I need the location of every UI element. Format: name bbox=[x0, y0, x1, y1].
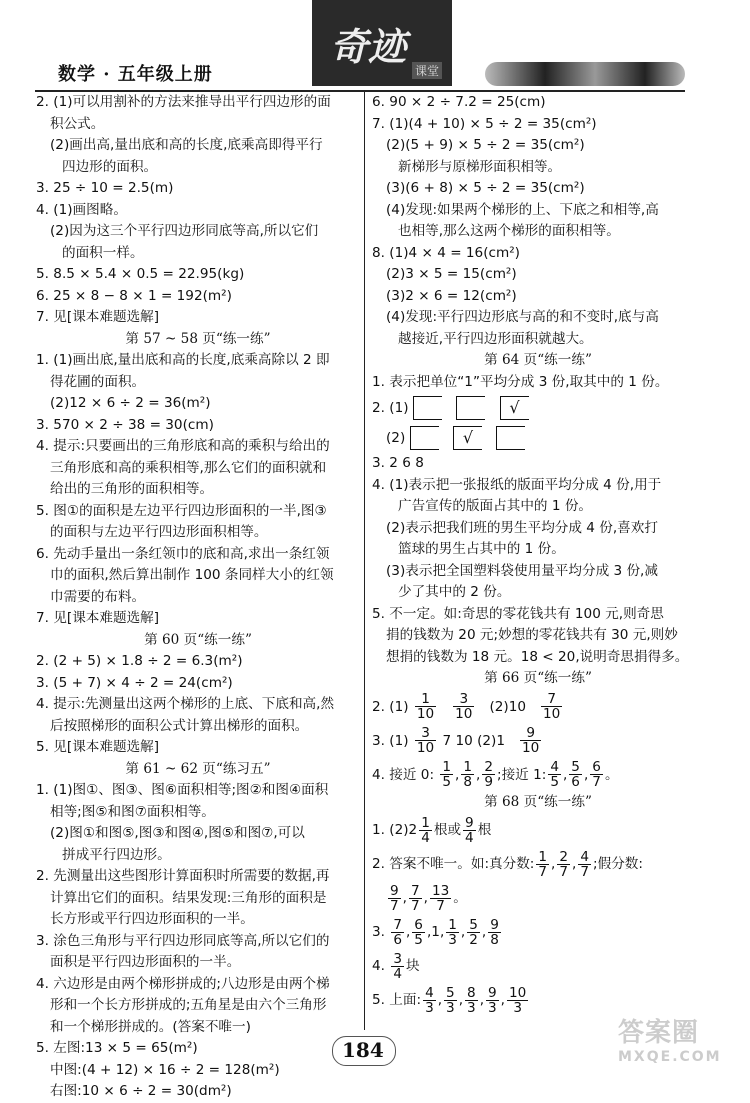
fraction bbox=[520, 726, 541, 755]
denominator: 3 bbox=[488, 999, 497, 1016]
denominator: 10 bbox=[542, 706, 561, 722]
fraction-answer-line bbox=[372, 847, 704, 881]
fraction-box-row bbox=[372, 423, 704, 453]
section-heading: 第 64 页“练一练” bbox=[484, 352, 592, 368]
answer-label: 3. bbox=[372, 924, 385, 940]
answer-line: 捐的钱数为 20 元;妙想的零花钱共有 30 元,则妙 bbox=[386, 627, 678, 643]
answer-label: (2) bbox=[489, 698, 509, 715]
separator: , bbox=[572, 856, 577, 872]
answer-line: (2)3 × 5 = 15(cm²) bbox=[386, 266, 517, 282]
series-logo bbox=[312, 0, 452, 86]
answer-line: 4. 提示:先测量出这两个梯形的上底、下底和高,然 bbox=[36, 696, 335, 712]
answer-line: 5. 8.5 × 5.4 × 0.5 = 22.95(kg) bbox=[36, 266, 245, 282]
separator: , bbox=[439, 924, 445, 940]
separator: , bbox=[481, 924, 487, 940]
fraction bbox=[388, 884, 401, 913]
answer-line: 3. 涂色三角形与平行四边形同底等高,所以它们的 bbox=[36, 932, 330, 949]
answer-label: 4. 接近 0: bbox=[372, 766, 435, 783]
answer-line: 3. 570 × 2 ÷ 38 = 30(cm) bbox=[36, 416, 214, 433]
answer-line: 后按照梯形的面积公式计算出梯形的面积。 bbox=[50, 717, 309, 734]
fraction bbox=[488, 918, 501, 947]
denominator: 7 bbox=[580, 863, 590, 880]
fraction bbox=[423, 986, 436, 1015]
numerator: 9 bbox=[490, 916, 499, 933]
denominator: 2 bbox=[469, 931, 478, 948]
answer-line: (3)表示把全国塑料袋使用量平均分成 3 份,减 bbox=[386, 562, 658, 579]
denominator: 5 bbox=[414, 931, 423, 948]
numerator: 3 bbox=[393, 950, 402, 967]
answer-box bbox=[410, 426, 439, 450]
answer-line: 给出的三角形的面积相等。 bbox=[50, 481, 214, 497]
column-divider bbox=[364, 92, 365, 1030]
answer-line: 相等;图⑤和图⑦面积相等。 bbox=[50, 803, 215, 820]
answer-line: 得花圃的面积。 bbox=[50, 373, 146, 390]
fraction-answer-line bbox=[372, 724, 704, 758]
section-heading: 第 57 ~ 58 页“练一练” bbox=[125, 330, 271, 347]
denominator: 5 bbox=[442, 774, 452, 790]
answer-line: 6. 先动手量出一条红领巾的底和高,求出一条红领 bbox=[36, 545, 330, 562]
answer-label: 块 bbox=[405, 958, 420, 974]
answer-box bbox=[456, 396, 485, 420]
answer-line: 4. 六边形是由两个梯形拼成的;八边形是由两个梯 bbox=[36, 975, 330, 992]
denominator: 4 bbox=[465, 829, 474, 846]
numerator: 7 bbox=[393, 916, 402, 933]
watermark-title: 答案圈 bbox=[618, 1018, 700, 1048]
fraction bbox=[453, 692, 474, 721]
answer-label: 1. (2)2 bbox=[372, 822, 418, 838]
answer-line: 四边形的面积。 bbox=[62, 158, 158, 175]
denominator: 10 bbox=[455, 706, 473, 722]
answer-label: ;接近 1: bbox=[496, 766, 547, 783]
answer-line: 计算出它们的面积。结果发现:三角形的面积是 bbox=[50, 889, 327, 906]
fraction bbox=[415, 726, 436, 755]
answer-line: 三角形底和高的乘积相等,那么它们的面积就和 bbox=[50, 459, 327, 476]
fraction bbox=[461, 760, 474, 789]
answer-label: 4. bbox=[372, 958, 385, 974]
fraction bbox=[446, 918, 459, 947]
numerator: 1 bbox=[538, 848, 548, 865]
answer-line: 的面积一样。 bbox=[62, 244, 144, 261]
answer-line: (3)(6 + 8) × 5 ÷ 2 = 35(cm²) bbox=[386, 180, 585, 196]
fraction bbox=[541, 692, 562, 721]
answer-label: 3. (1) bbox=[372, 732, 409, 749]
numerator: 3 bbox=[453, 692, 474, 707]
numerator: 4 bbox=[580, 848, 590, 865]
numerator: 6 bbox=[592, 759, 601, 775]
answer-label: 5. 上面: bbox=[372, 992, 422, 1008]
answer-label: 1 bbox=[496, 732, 506, 749]
answer-line: 形和一个长方形拼成的;五角星是由六个三角形 bbox=[50, 997, 327, 1013]
answer-line: 新梯形与原梯形面积相等。 bbox=[398, 158, 562, 175]
answer-box bbox=[413, 396, 442, 420]
numerator: 9 bbox=[520, 726, 541, 741]
numerator: 9 bbox=[488, 984, 497, 1001]
answer-line: 和一个梯形拼成的。(答案不唯一) bbox=[50, 1018, 251, 1035]
fraction bbox=[412, 918, 425, 947]
fraction-answer-line bbox=[372, 690, 704, 724]
answer-line: 右图:10 × 6 ÷ 2 = 30(dm²) bbox=[50, 1083, 232, 1099]
denominator: 3 bbox=[448, 931, 457, 948]
separator: , bbox=[583, 766, 589, 783]
book-title: 数学 · 五年级上册 bbox=[58, 64, 213, 85]
fraction bbox=[409, 884, 422, 913]
answer-line: 想捐的钱数为 18 元。18 < 20,说明奇思捐得多。 bbox=[386, 648, 689, 665]
denominator: 7 bbox=[559, 863, 569, 880]
answer-label: 根或 bbox=[433, 822, 462, 838]
answer-line: 4. (1)画图略。 bbox=[36, 201, 127, 218]
section-heading: 第 61 ~ 62 页“练习五” bbox=[125, 760, 271, 777]
answer-line: 5. 图①的面积是左边平行四边形面积的一半,图③ bbox=[36, 502, 327, 519]
answer-line: (2)图①和图⑤,图③和图④,图⑤和图⑦,可以 bbox=[50, 825, 305, 841]
denominator: 4 bbox=[393, 965, 402, 982]
answer-label: 7 10 (2) bbox=[442, 732, 497, 749]
numerator: 3 bbox=[415, 726, 436, 741]
answer-label: 2. 答案不唯一。如:真分数: bbox=[372, 856, 535, 872]
denominator: 4 bbox=[421, 829, 430, 846]
answer-line: 长方形或平行四边形面积的一半。 bbox=[50, 911, 254, 927]
page-number: 184 bbox=[342, 1038, 384, 1062]
answer-line: 3. 25 ÷ 10 = 2.5(m) bbox=[36, 180, 174, 196]
numerator: 1 bbox=[448, 916, 457, 933]
watermark-url: MXQE.COM bbox=[618, 1049, 722, 1065]
answer-line: (2)因为这三个平行四边形同底等高,所以它们 bbox=[50, 223, 319, 239]
separator: 。 bbox=[604, 766, 619, 783]
numerator: 5 bbox=[446, 984, 455, 1001]
page-header bbox=[0, 0, 750, 92]
numerator: 1 bbox=[463, 759, 472, 775]
separator: , bbox=[479, 992, 485, 1008]
decorative-wave bbox=[485, 62, 685, 86]
denominator: 6 bbox=[571, 774, 580, 790]
answer-line: (2)12 × 6 ÷ 2 = 36(m²) bbox=[50, 395, 211, 411]
check-mark-icon: √ bbox=[453, 426, 482, 450]
numerator: 4 bbox=[550, 759, 559, 775]
answer-line: (3)2 × 6 = 12(cm²) bbox=[386, 287, 517, 304]
fraction bbox=[419, 816, 432, 845]
separator: , bbox=[437, 992, 443, 1008]
denominator: 3 bbox=[425, 999, 434, 1016]
answer-line: 6. 90 × 2 ÷ 7.2 = 25(cm) bbox=[372, 94, 546, 110]
answer-line: 拼成平行四边形。 bbox=[62, 846, 171, 863]
answer-line: 的面积与左边平行四边形面积相等。 bbox=[50, 524, 268, 540]
answer-line: 5. 不一定。如:奇思的零花钱共有 100 元,则奇思 bbox=[372, 605, 664, 622]
answer-line: 7. (1)(4 + 10) × 5 ÷ 2 = 35(cm²) bbox=[372, 115, 597, 132]
fraction-answer-line bbox=[372, 758, 704, 792]
denominator: 8 bbox=[490, 931, 499, 948]
answer-line: (2)表示把我们班的男生平均分成 4 份,喜欢打 bbox=[386, 519, 658, 536]
separator: , bbox=[405, 924, 411, 940]
answer-label: ;假分数: bbox=[593, 856, 643, 872]
numerator: 9 bbox=[465, 814, 474, 831]
separator: , bbox=[423, 890, 428, 906]
numerator: 6 bbox=[414, 916, 423, 933]
fraction-answer-line bbox=[372, 915, 704, 949]
answer-line-label: (2) bbox=[386, 430, 406, 446]
fraction bbox=[465, 986, 478, 1015]
denominator: 10 bbox=[522, 740, 540, 756]
answer-line: (2)画出高,量出底和高的长度,底乘高即得平行 bbox=[50, 137, 323, 153]
numerator: 10 bbox=[509, 984, 527, 1001]
fraction-answer-line bbox=[372, 813, 704, 847]
denominator: 6 bbox=[393, 931, 402, 948]
numerator: 13 bbox=[431, 882, 450, 899]
numerator: 1 bbox=[415, 692, 436, 707]
denominator: 3 bbox=[513, 999, 522, 1016]
separator: , bbox=[458, 992, 464, 1008]
fraction bbox=[415, 692, 436, 721]
section-heading: 第 60 页“练一练” bbox=[144, 631, 252, 648]
fraction bbox=[430, 884, 451, 913]
section-heading: 第 68 页“练一练” bbox=[484, 793, 592, 810]
fraction bbox=[507, 986, 528, 1015]
answer-line: 2. 先测量出这些图形计算面积时所需要的数据,再 bbox=[36, 868, 330, 884]
answer-line: (4)发现:平行四边形底与高的和不变时,底与高 bbox=[386, 309, 659, 325]
fraction bbox=[486, 986, 499, 1015]
fraction bbox=[548, 760, 561, 789]
numerator: 2 bbox=[559, 848, 569, 865]
separator: , bbox=[551, 856, 556, 872]
separator: , bbox=[402, 890, 407, 906]
answer-line: 1. (1)图①、图③、图⑥面积相等;图②和图④面积 bbox=[36, 782, 329, 798]
right-column bbox=[372, 92, 704, 1017]
answer-line: 6. 25 × 8 − 8 × 1 = 192(m²) bbox=[36, 287, 232, 304]
answer-line: 5. 见[课本难题选解] bbox=[36, 739, 160, 755]
answer-box bbox=[496, 426, 525, 450]
logo-calligraphy: 奇迹 bbox=[330, 24, 407, 69]
numerator: 5 bbox=[571, 759, 580, 775]
section-heading: 第 66 页“练一练” bbox=[484, 670, 592, 686]
answer-label: 2. (1) bbox=[372, 698, 409, 715]
answer-line: 8. (1)4 × 4 = 16(cm²) bbox=[372, 244, 520, 261]
numerator: 1 bbox=[421, 814, 430, 831]
answer-line: 4. 提示:只要画出的三角形底和高的乘积与给出的 bbox=[36, 438, 330, 454]
answer-line: 1. (1)画出底,量出底和高的长度,底乘高除以 2 即 bbox=[36, 352, 330, 368]
answer-line: 面积是平行四边形面积的一半。 bbox=[50, 954, 241, 970]
answer-label: 根 bbox=[477, 822, 492, 838]
answer-line: 巾需要的布料。 bbox=[50, 588, 146, 605]
numerator: 8 bbox=[467, 984, 476, 1001]
answer-line-label: 2. (1) bbox=[372, 400, 409, 416]
answer-line: 越接近,平行四边形面积就越大。 bbox=[398, 330, 593, 347]
fraction bbox=[444, 986, 457, 1015]
fraction bbox=[536, 850, 549, 879]
fraction bbox=[557, 850, 570, 879]
numerator: 4 bbox=[425, 984, 434, 1001]
answer-label: 1 bbox=[431, 924, 440, 940]
separator: , bbox=[476, 766, 481, 783]
denominator: 7 bbox=[390, 897, 399, 914]
fraction bbox=[578, 850, 591, 879]
answer-line: (2)(5 + 9) × 5 ÷ 2 = 35(cm²) bbox=[386, 137, 585, 153]
fraction bbox=[569, 760, 582, 789]
numerator: 7 bbox=[410, 882, 420, 899]
separator: , bbox=[455, 766, 460, 783]
separator: , bbox=[500, 992, 505, 1008]
answer-line: 1. 表示把单位“1”平均分成 3 份,取其中的 1 份。 bbox=[372, 373, 669, 390]
answer-line: 广告宣传的版面占其中的 1 份。 bbox=[398, 498, 593, 514]
denominator: 5 bbox=[550, 774, 559, 790]
answer-label: 10 bbox=[508, 698, 527, 715]
fraction-answer-line bbox=[372, 881, 704, 915]
numerator: 1 bbox=[442, 759, 452, 775]
logo-tag: 课堂 bbox=[412, 62, 442, 79]
check-mark-icon: √ bbox=[500, 396, 529, 420]
answer-line: 3. (5 + 7) × 4 ÷ 2 = 24(cm²) bbox=[36, 674, 233, 691]
denominator: 10 bbox=[416, 706, 435, 722]
fraction bbox=[463, 816, 476, 845]
answer-line: 也相等,那么这两个梯形的面积相等。 bbox=[398, 223, 620, 239]
separator: , bbox=[460, 924, 466, 940]
separator: , bbox=[562, 766, 568, 783]
left-column bbox=[36, 92, 360, 1103]
denominator: 3 bbox=[467, 999, 476, 1016]
fraction bbox=[467, 918, 480, 947]
fraction bbox=[391, 918, 404, 947]
denominator: 7 bbox=[538, 863, 548, 880]
fraction bbox=[590, 760, 603, 789]
denominator: 8 bbox=[463, 774, 472, 790]
answer-line: 篮球的男生占其中的 1 份。 bbox=[398, 541, 565, 557]
answer-line: 少了其中的 2 份。 bbox=[398, 584, 511, 600]
fraction-box-row bbox=[372, 393, 704, 423]
numerator: 5 bbox=[469, 916, 478, 933]
answer-line: 巾的面积,然后算出制作 100 条同样大小的红领 bbox=[50, 567, 334, 583]
fraction bbox=[440, 760, 453, 789]
fraction-answer-line bbox=[372, 949, 704, 983]
answer-line: 2. (1)可以用割补的方法来推导出平行四边形的面 bbox=[36, 94, 331, 110]
fraction bbox=[391, 952, 404, 981]
denominator: 10 bbox=[416, 740, 435, 756]
numerator: 7 bbox=[541, 692, 562, 707]
separator: 。 bbox=[453, 890, 467, 906]
fraction bbox=[482, 760, 495, 789]
answer-line: 中图:(4 + 12) × 16 ÷ 2 = 128(m²) bbox=[50, 1061, 280, 1078]
denominator: 3 bbox=[446, 999, 455, 1016]
site-watermark bbox=[618, 1012, 743, 1064]
denominator: 7 bbox=[410, 897, 420, 914]
denominator: 7 bbox=[436, 897, 445, 914]
numerator: 9 bbox=[390, 882, 399, 899]
answer-line: 2. (2 + 5) × 1.8 ÷ 2 = 6.3(m²) bbox=[36, 653, 243, 669]
denominator: 7 bbox=[592, 774, 601, 790]
denominator: 9 bbox=[484, 774, 493, 790]
answer-line: 7. 见[课本难题选解] bbox=[36, 309, 160, 325]
answer-line: 4. (1)表示把一张报纸的版面平均分成 4 份,用于 bbox=[372, 476, 662, 493]
numerator: 2 bbox=[484, 759, 493, 775]
separator: , bbox=[426, 924, 432, 940]
answer-line: 7. 见[课本难题选解] bbox=[36, 610, 160, 626]
answer-line: (4)发现:如果两个梯形的上、下底之和相等,高 bbox=[386, 201, 659, 218]
answer-line: 3. 2 6 8 bbox=[372, 455, 424, 471]
answer-line: 积公式。 bbox=[50, 115, 105, 132]
answer-line: 5. 左图:13 × 5 = 65(m²) bbox=[36, 1040, 198, 1056]
